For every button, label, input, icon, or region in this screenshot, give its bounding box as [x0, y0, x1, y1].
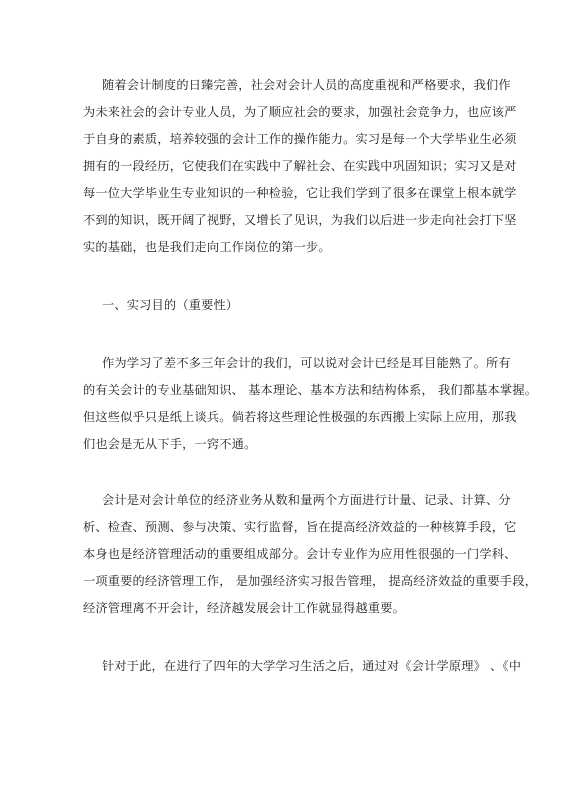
paragraph-2-line-4: 们也会是无从下手，一窍不通。 [83, 437, 257, 451]
paragraph-2-line-3: 但这些似乎只是纸上谈兵。倘若将这些理论性极强的东西搬上实际上应用，那我 [83, 410, 517, 424]
paragraph-1-line-4: 拥有的一段经历，它使我们在实践中了解社会、在实践中巩固知识；实习又是对 [83, 159, 517, 173]
section-heading: 一、实习目的（重要性） [102, 298, 239, 312]
paragraph-3-line-3: 本身也是经济管理活动的重要组成部分。会计专业作为应用性很强的一门学科、 [83, 547, 517, 561]
paragraph-1-line-5: 每一位大学毕业生专业知识的一种检验，它让我们学到了很多在课堂上根本就学 [83, 186, 517, 200]
paragraph-1-line-1: 随着会计制度的日臻完善，社会对会计人员的高度重视和严格要求，我们作 [102, 78, 511, 92]
paragraph-2-line-1: 作为学习了差不多三年会计的我们，可以说对会计已经是耳目能熟了。所有 [102, 356, 511, 370]
paragraph-1-line-2: 为未来社会的会计专业人员，为了顺应社会的要求，加强社会竞争力，也应该严 [83, 105, 517, 119]
paragraph-3-line-2: 析、检查、预测、参与决策、实行监督，旨在提高经济效益的一种核算手段，它 [83, 520, 517, 534]
paragraph-1-line-3: 于自身的素质，培养较强的会计工作的操作能力。实习是每一个大学毕业生必须 [83, 132, 517, 146]
paragraph-3-line-1: 会计是对会计单位的经济业务从数和量两个方面进行计量、记录、计算、分 [102, 493, 511, 507]
paragraph-4-line-1: 针对于此，在进行了四年的大学学习生活之后，通过对《会计学原理》 、《中 [102, 659, 522, 673]
paragraph-3-line-4: 一项重要的经济管理工作， 是加强经济实习报告管理， 提高经济效益的重要手段， [83, 574, 538, 588]
paragraph-1-line-7: 实的基础，也是我们走向工作岗位的第一步。 [83, 240, 331, 254]
paragraph-2-line-2: 的有关会计的专业基础知识、 基本理论、基本方法和结构体系， 我们都基本掌握。 [83, 383, 538, 397]
paragraph-1-line-6: 不到的知识，既开阔了视野，又增长了见识，为我们以后进一步走向社会打下坚 [83, 213, 517, 227]
paragraph-3-line-5: 经济管理离不开会计，经济越发展会计工作就显得越重要。 [83, 601, 406, 615]
